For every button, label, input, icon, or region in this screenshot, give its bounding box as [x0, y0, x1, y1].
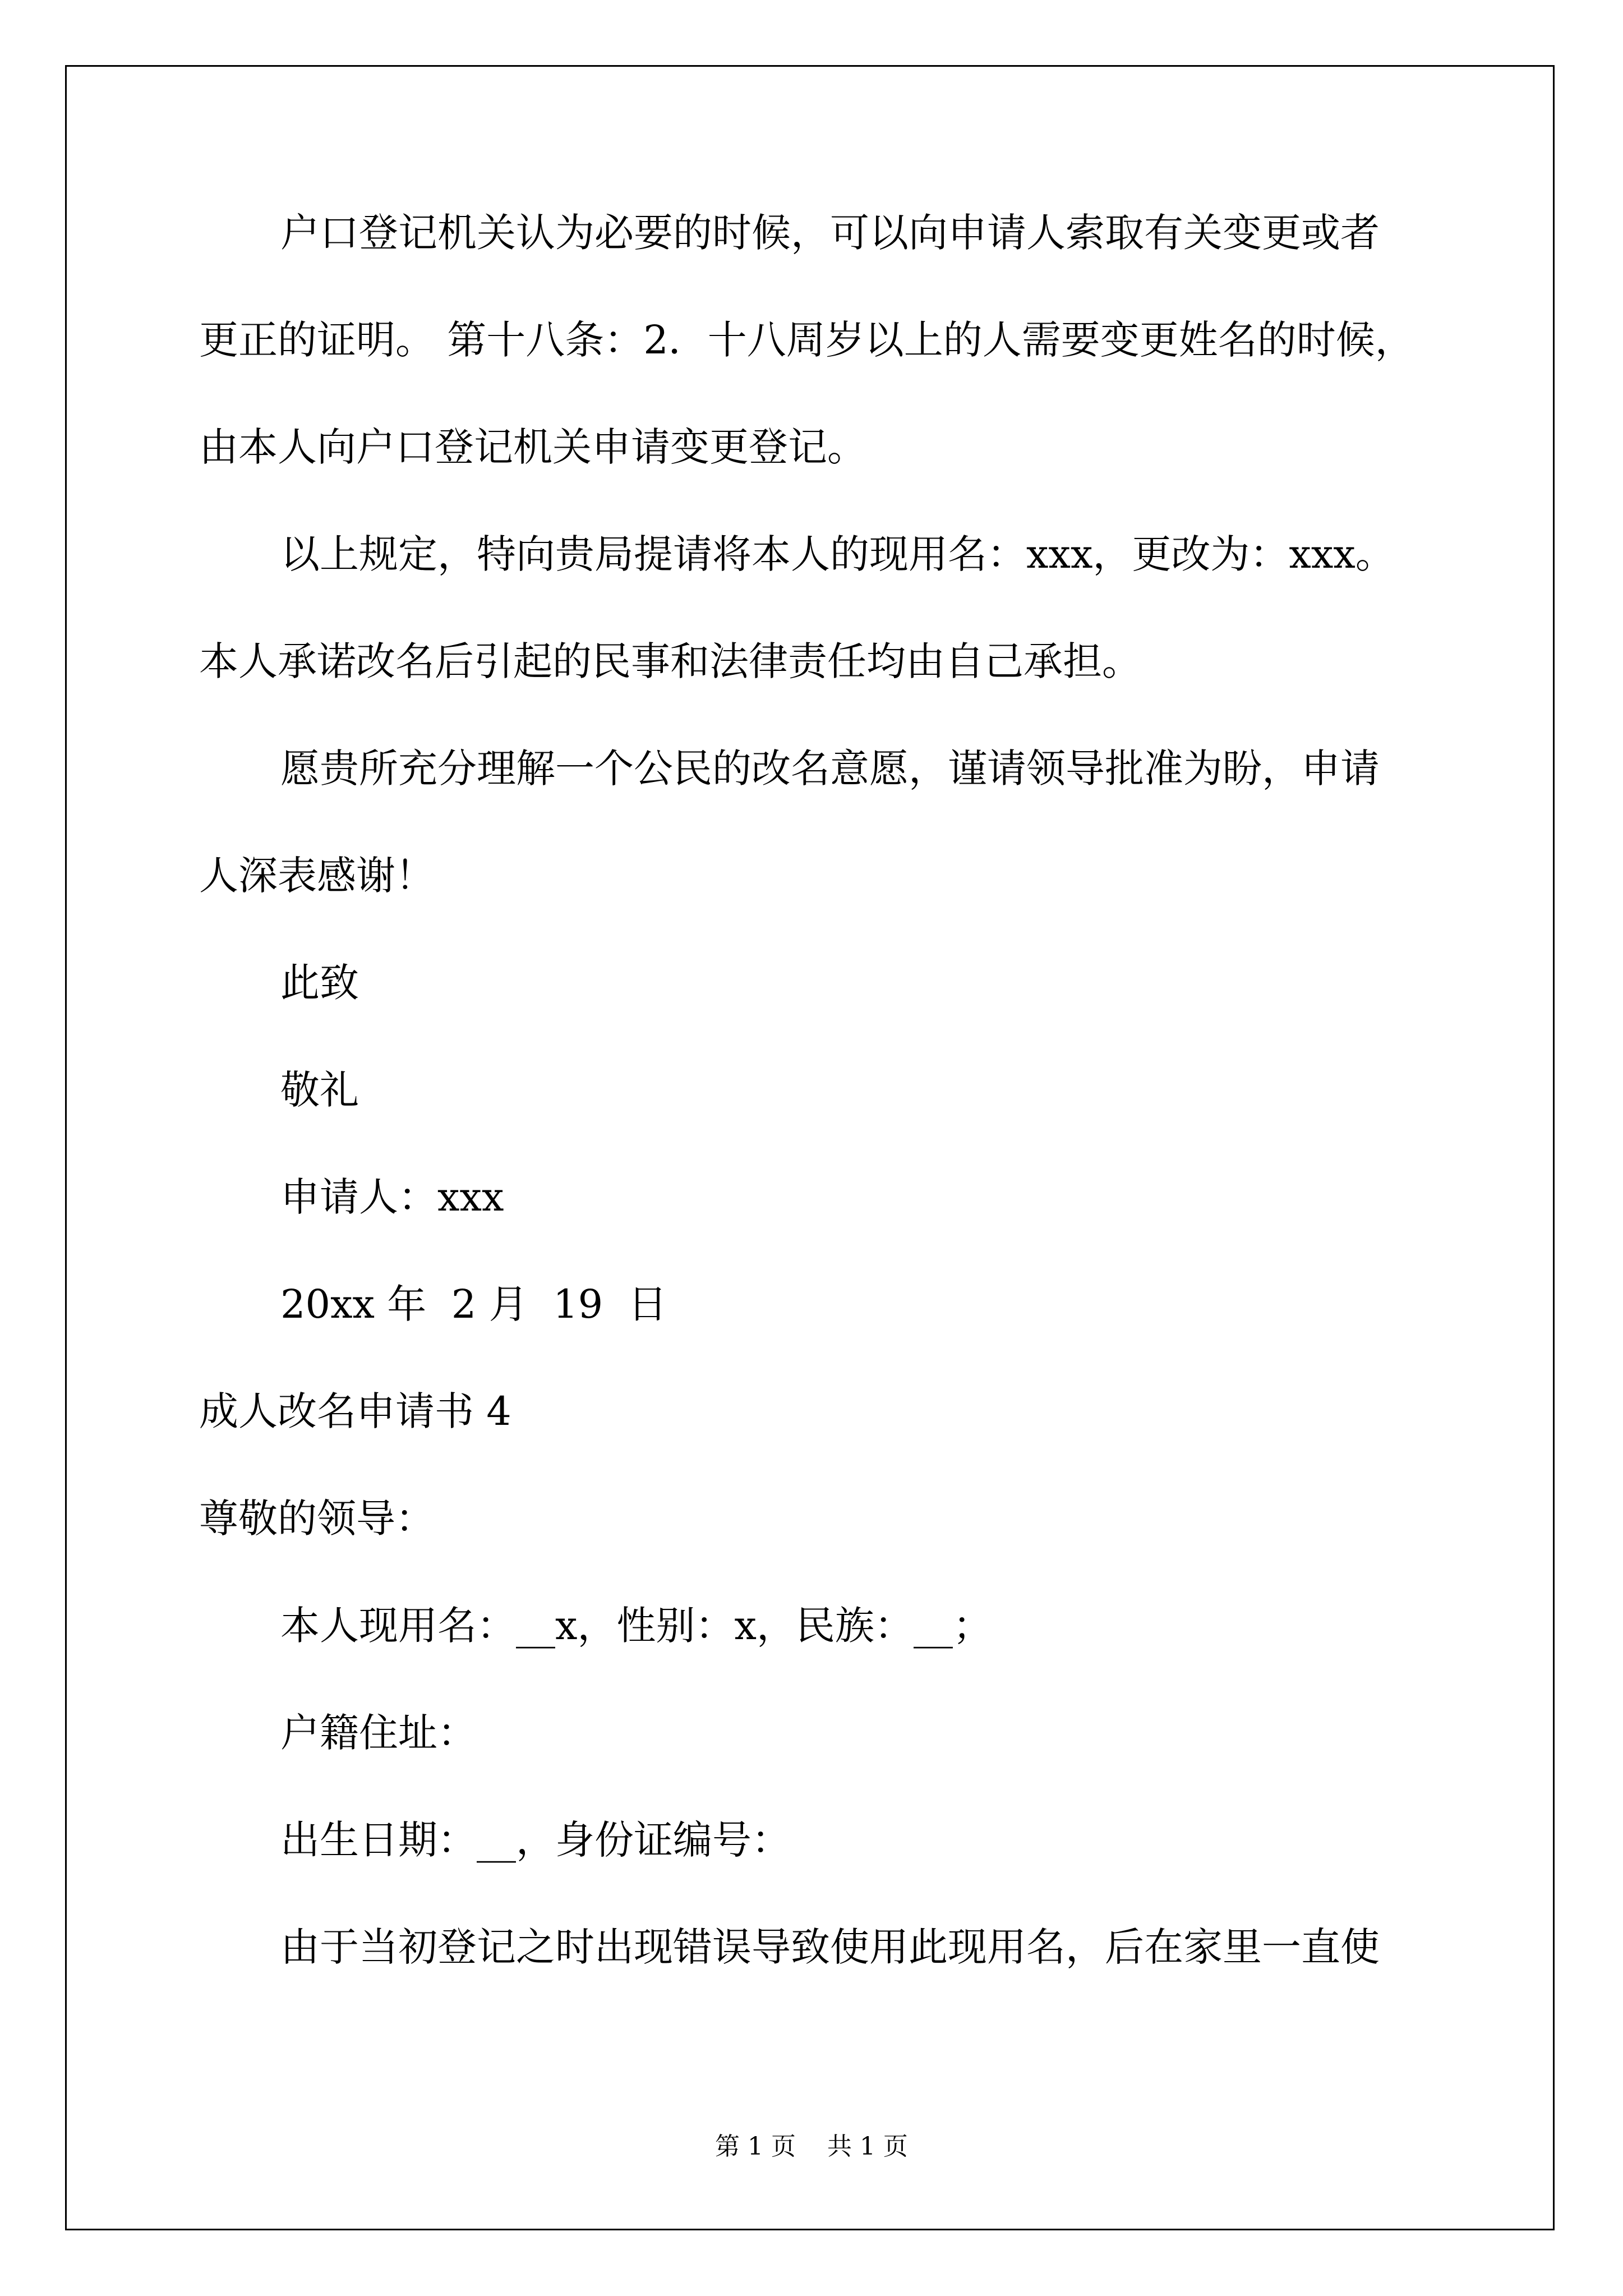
paragraph-line: 更正的证明。 第十八条：2．十八周岁以上的人需要变更姓名的时候，	[199, 317, 1414, 363]
paragraph-line: 由于当初登记之时出现错误导致使用此现用名，后在家里一直使	[280, 1924, 1380, 1970]
document-body	[199, 210, 1433, 2035]
date-line: 20xx 年 2 月 19 日	[280, 1281, 667, 1327]
paragraph-line: 以上规定，特向贵局提请将本人的现用名：xxx，更改为：xxx。	[280, 531, 1395, 577]
section-title: 成人改名申请书 4	[199, 1388, 511, 1434]
birth-id-line: 出生日期：__，身份证编号：	[280, 1817, 791, 1863]
page-number: 第 1 页 共 1 页	[715, 2132, 908, 2161]
salutation-regards: 敬礼	[280, 1067, 359, 1113]
paragraph-line: 本人承诺改名后引起的民事和法律责任均由自己承担。	[199, 638, 1141, 684]
paragraph-line: 愿贵所充分理解一个公民的改名意愿，谨请领导批准为盼，申请	[280, 746, 1380, 792]
address-line: 户籍住址：	[280, 1710, 477, 1756]
applicant-signature: 申请人：xxx	[280, 1174, 504, 1220]
salutation-closing: 此致	[280, 960, 359, 1006]
paragraph-line: 户口登记机关认为必要的时候，可以向申请人索取有关变更或者	[280, 210, 1380, 256]
current-name-line: 本人现用名：__x，性别：x，民族：__；	[280, 1603, 992, 1649]
paragraph-line: 人深表感谢！	[199, 853, 435, 899]
greeting: 尊敬的领导：	[199, 1496, 435, 1542]
paragraph-line: 由本人向户口登记机关申请变更登记。	[199, 424, 866, 470]
